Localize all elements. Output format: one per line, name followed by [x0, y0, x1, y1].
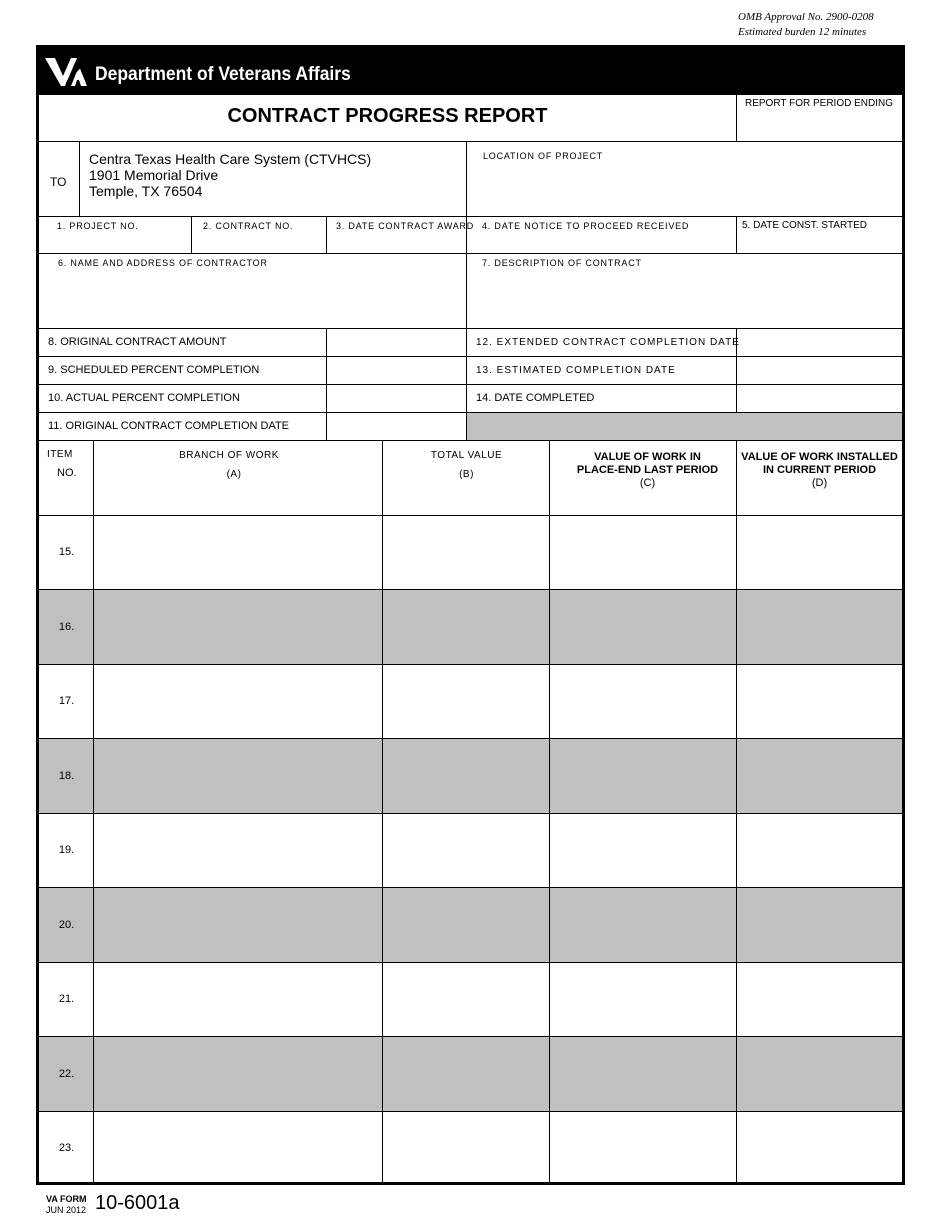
estimated-date-label: 13. ESTIMATED COMPLETION DATE [476, 365, 676, 376]
current-period-value-cell[interactable] [737, 665, 902, 739]
item-number: 22. [58, 1068, 75, 1080]
last-period-value-cell[interactable] [550, 665, 737, 739]
last-period-value-cell[interactable] [550, 814, 737, 888]
item-number: 23. [58, 1142, 75, 1154]
item-no-cell [39, 590, 94, 665]
original-completion-input[interactable] [327, 413, 467, 441]
branch-of-work-cell[interactable] [94, 590, 383, 665]
item-number: 20. [58, 919, 75, 931]
address-line: Centra Texas Health Care System (CTVHCS) [89, 151, 372, 167]
last-period-sub: (C) [639, 477, 656, 489]
contractor-label: 6. NAME AND ADDRESS OF CONTRACTOR [58, 258, 268, 268]
estimated-date-input[interactable] [737, 357, 902, 385]
va-form-label: VA FORM [46, 1194, 87, 1204]
date-notice-field[interactable] [467, 217, 737, 254]
branch-of-work-cell[interactable] [94, 739, 383, 814]
current-period-value-cell[interactable] [737, 739, 902, 814]
date-notice-label: 4. DATE NOTICE TO PROCEED RECEIVED [482, 221, 690, 231]
total-value-cell[interactable] [383, 1037, 550, 1112]
last-period-label-2: PLACE-END LAST PERIOD [576, 464, 719, 476]
date-started-field[interactable] [737, 217, 902, 254]
branch-label: BRANCH OF WORK [179, 450, 279, 461]
title-cell [39, 95, 737, 142]
branch-of-work-cell[interactable] [94, 963, 383, 1037]
to-address-cell [80, 142, 467, 217]
branch-of-work-cell[interactable] [94, 665, 383, 739]
extended-date-label: 12. EXTENDED CONTRACT COMPLETION DATE [476, 337, 740, 348]
form-footer [46, 1194, 87, 1216]
shaded-block [467, 413, 902, 441]
form-date: JUN 2012 [46, 1205, 87, 1215]
description-label: 7. DESCRIPTION OF CONTRACT [482, 258, 642, 268]
omb-notice [738, 10, 874, 40]
last-period-value-cell[interactable] [550, 1037, 737, 1112]
total-value-cell[interactable] [383, 590, 550, 665]
last-period-value-cell[interactable] [550, 1112, 737, 1185]
last-period-header [550, 441, 737, 516]
period-ending-label: REPORT FOR PERIOD ENDING [745, 98, 893, 109]
current-period-value-cell[interactable] [737, 516, 902, 590]
item-no-cell [39, 1112, 94, 1185]
total-value-cell[interactable] [383, 739, 550, 814]
current-period-value-cell[interactable] [737, 963, 902, 1037]
project-no-label: 1. PROJECT NO. [57, 221, 139, 231]
total-value-header [383, 441, 550, 516]
original-completion-label-cell [39, 413, 327, 441]
omb-burden: Estimated burden 12 minutes [738, 26, 867, 38]
to-label-cell [39, 142, 80, 217]
last-period-value-cell[interactable] [550, 516, 737, 590]
current-period-value-cell[interactable] [737, 1037, 902, 1112]
item-number: 16. [58, 621, 75, 633]
address-line: 1901 Memorial Drive [89, 167, 219, 183]
item-no-cell [39, 665, 94, 739]
omb-approval: OMB Approval No. 2900-0208 [738, 11, 874, 23]
location-field[interactable] [467, 142, 902, 217]
date-started-label: 5. DATE CONST. STARTED [742, 220, 868, 231]
item-no-cell [39, 888, 94, 963]
contract-no-field[interactable] [192, 217, 327, 254]
item-no-cell [39, 963, 94, 1037]
location-label: LOCATION OF PROJECT [483, 151, 604, 161]
item-number: 15. [58, 546, 75, 558]
current-period-value-cell[interactable] [737, 888, 902, 963]
contractor-field[interactable] [39, 254, 467, 329]
total-value-cell[interactable] [383, 888, 550, 963]
no-label: NO. [57, 467, 77, 479]
scheduled-percent-label: 9. SCHEDULED PERCENT COMPLETION [48, 364, 260, 376]
extended-date-input[interactable] [737, 329, 902, 357]
branch-of-work-cell[interactable] [94, 888, 383, 963]
total-value-cell[interactable] [383, 814, 550, 888]
actual-percent-label-cell [39, 385, 327, 413]
total-value-cell[interactable] [383, 963, 550, 1037]
item-number: 21. [58, 993, 75, 1005]
original-amount-input[interactable] [327, 329, 467, 357]
original-amount-label-cell [39, 329, 327, 357]
header-band [39, 48, 902, 95]
total-value-cell[interactable] [383, 516, 550, 590]
description-field[interactable] [467, 254, 902, 329]
last-period-label-1: VALUE OF WORK IN [594, 451, 701, 463]
total-sub: (B) [459, 469, 474, 480]
current-period-header [737, 441, 902, 516]
branch-of-work-cell[interactable] [94, 516, 383, 590]
current-period-value-cell[interactable] [737, 814, 902, 888]
last-period-value-cell[interactable] [550, 888, 737, 963]
item-no-cell [39, 1037, 94, 1112]
to-address [89, 151, 371, 199]
form-number: 10-6001a [95, 1192, 180, 1214]
current-label-2: IN CURRENT PERIOD [762, 464, 877, 476]
last-period-value-cell[interactable] [550, 963, 737, 1037]
date-completed-input[interactable] [737, 385, 902, 413]
actual-percent-label: 10. ACTUAL PERCENT COMPLETION [48, 392, 240, 404]
current-period-value-cell[interactable] [737, 1112, 902, 1185]
branch-sub: (A) [226, 469, 242, 480]
original-amount-label: 8. ORIGINAL CONTRACT AMOUNT [48, 336, 227, 348]
item-no-cell [39, 814, 94, 888]
extended-date-label-cell [467, 329, 740, 357]
item-no-cell [39, 516, 94, 590]
item-no-header [39, 441, 94, 516]
current-period-value-cell[interactable] [737, 590, 902, 665]
form-title: CONTRACT PROGRESS REPORT [227, 105, 548, 127]
period-ending-field[interactable] [737, 95, 902, 142]
branch-of-work-cell[interactable] [94, 814, 383, 888]
project-no-field[interactable] [39, 217, 192, 254]
current-sub: (D) [811, 477, 828, 489]
department-name: Department of Veterans Affairs [95, 64, 351, 85]
last-period-value-cell[interactable] [550, 739, 737, 814]
actual-percent-input[interactable] [327, 385, 467, 413]
contract-no-label: 2. CONTRACT NO. [203, 221, 294, 231]
scheduled-percent-input[interactable] [327, 357, 467, 385]
total-label: TOTAL VALUE [430, 450, 503, 461]
date-completed-label-cell [467, 385, 737, 413]
item-number: 17. [58, 695, 75, 707]
item-label: ITEM [47, 449, 73, 460]
va-logo-icon [43, 54, 89, 90]
contract-progress-form [36, 45, 905, 1185]
total-value-cell[interactable] [383, 665, 550, 739]
original-completion-label: 11. ORIGINAL CONTRACT COMPLETION DATE [48, 420, 290, 432]
total-value-cell[interactable] [383, 1112, 550, 1185]
item-number: 18. [58, 770, 75, 782]
date-award-field[interactable] [327, 217, 475, 254]
address-line: Temple, TX 76504 [89, 183, 203, 199]
last-period-value-cell[interactable] [550, 590, 737, 665]
date-completed-label: 14. DATE COMPLETED [476, 392, 595, 404]
estimated-date-label-cell [467, 357, 737, 385]
branch-of-work-cell[interactable] [94, 1112, 383, 1185]
date-award-label: 3. DATE CONTRACT AWARD [336, 221, 475, 231]
item-no-cell [39, 739, 94, 814]
current-label-1: VALUE OF WORK INSTALLED [741, 451, 898, 463]
scheduled-percent-label-cell [39, 357, 327, 385]
to-label: TO [50, 175, 67, 189]
branch-of-work-cell[interactable] [94, 1037, 383, 1112]
item-number: 19. [58, 844, 75, 856]
branch-of-work-header [94, 441, 383, 516]
